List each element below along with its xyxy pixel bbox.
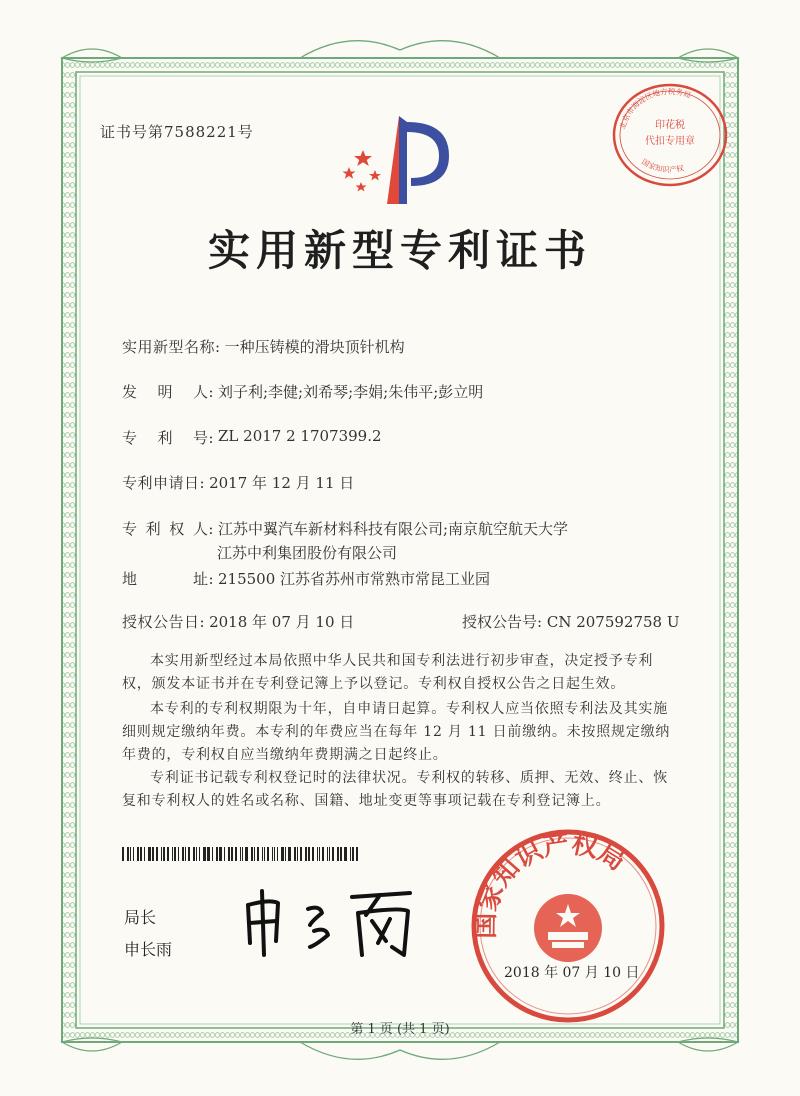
paragraph-1: 本实用新型经过本局依照中华人民共和国专利法进行初步审查，决定授予专利权，颁发本证书并在专利登记簿上予以登记。专利权自授权公告之日起生效。 xyxy=(122,653,654,692)
filing-date-value: 2017 年 12 月 11 日 xyxy=(209,474,355,492)
patent-number-value: ZL 2017 2 1707399.2 xyxy=(218,427,382,445)
patent-holder-label: 专 利 权 人: xyxy=(122,520,214,538)
utility-model-name xyxy=(122,336,405,357)
paragraph-3: 专利证书记载专利权登记时的法律状况。专利权的转移、质押、无效、终止、恢复和专利权人的姓名或名称、国籍、地址变更等事项记载在专利登记簿上。 xyxy=(122,770,668,809)
patent-holder-value: 江苏中翼汽车新材料科技有限公司;南京航空航天大学 xyxy=(218,520,569,538)
grant-date-value: 2018 年 07 月 10 日 xyxy=(209,613,355,631)
grant-date-label: 授权公告日: xyxy=(122,613,206,631)
seal-date: 2018 年 07 月 10 日 xyxy=(504,965,640,981)
svg-text:北京市海淀区地方税务局: 北京市海淀区地方税务局 xyxy=(617,86,693,131)
page-title: 实用新型专利证书 xyxy=(207,226,592,275)
barcode xyxy=(122,847,362,861)
inventor-label: 发 明 人: xyxy=(122,383,214,401)
seal-text: 国家知识产权局 xyxy=(470,829,631,939)
grant-number-row xyxy=(462,611,680,632)
address-row xyxy=(122,568,490,589)
name-label: 实用新型名称: xyxy=(122,338,221,356)
patent-office-logo xyxy=(335,112,465,207)
svg-text:代扣专用章: 代扣专用章 xyxy=(645,136,695,147)
patent-number-row xyxy=(122,427,382,448)
grant-number-value: CN 207592758 U xyxy=(546,613,680,631)
certificate-number: 证书号第7588221号 xyxy=(100,123,254,141)
patent-holder-row xyxy=(122,518,568,539)
inventor-value: 刘子利;李健;刘希琴;李娟;朱伟平;彭立明 xyxy=(218,383,484,401)
svg-text:国家知识产权: 国家知识产权 xyxy=(640,157,685,175)
address-label: 地 址: xyxy=(122,570,214,588)
paragraph-2: 本专利的专利权期限为十年，自申请日起算。专利权人应当依照专利法及其实施细则规定缴纳年费。本专利的年费应当在每年 12 月 11 日前缴纳。未按照规定缴纳年费的，专利权自应当缴纳年费期满之日起终止。 xyxy=(122,701,671,763)
patent-office-seal-icon xyxy=(468,826,668,1026)
address-value: 215500 江苏省苏州市常熟市常昆工业园 xyxy=(218,570,491,588)
inventor-row xyxy=(122,381,483,402)
filing-date-label: 专利申请日: xyxy=(122,474,206,492)
svg-text:印花税: 印花税 xyxy=(655,120,685,131)
name-value: 一种压铸模的滑块顶针机构 xyxy=(224,338,405,356)
director-title: 局长 xyxy=(124,908,157,927)
director-name: 申长雨 xyxy=(124,940,173,959)
patent-number-label: 专 利 号: xyxy=(122,429,214,447)
patent-holder-value-line2: 江苏中利集团股份有限公司 xyxy=(217,544,398,562)
page-number: 第 1 页 (共 1 页) xyxy=(350,1022,450,1037)
handwritten-signature xyxy=(240,885,430,960)
stars-icon xyxy=(343,150,382,192)
grant-number-label: 授权公告号: xyxy=(462,613,543,631)
grant-date-row xyxy=(122,611,354,632)
filing-date-row xyxy=(122,472,354,493)
tax-seal-icon xyxy=(610,80,730,190)
